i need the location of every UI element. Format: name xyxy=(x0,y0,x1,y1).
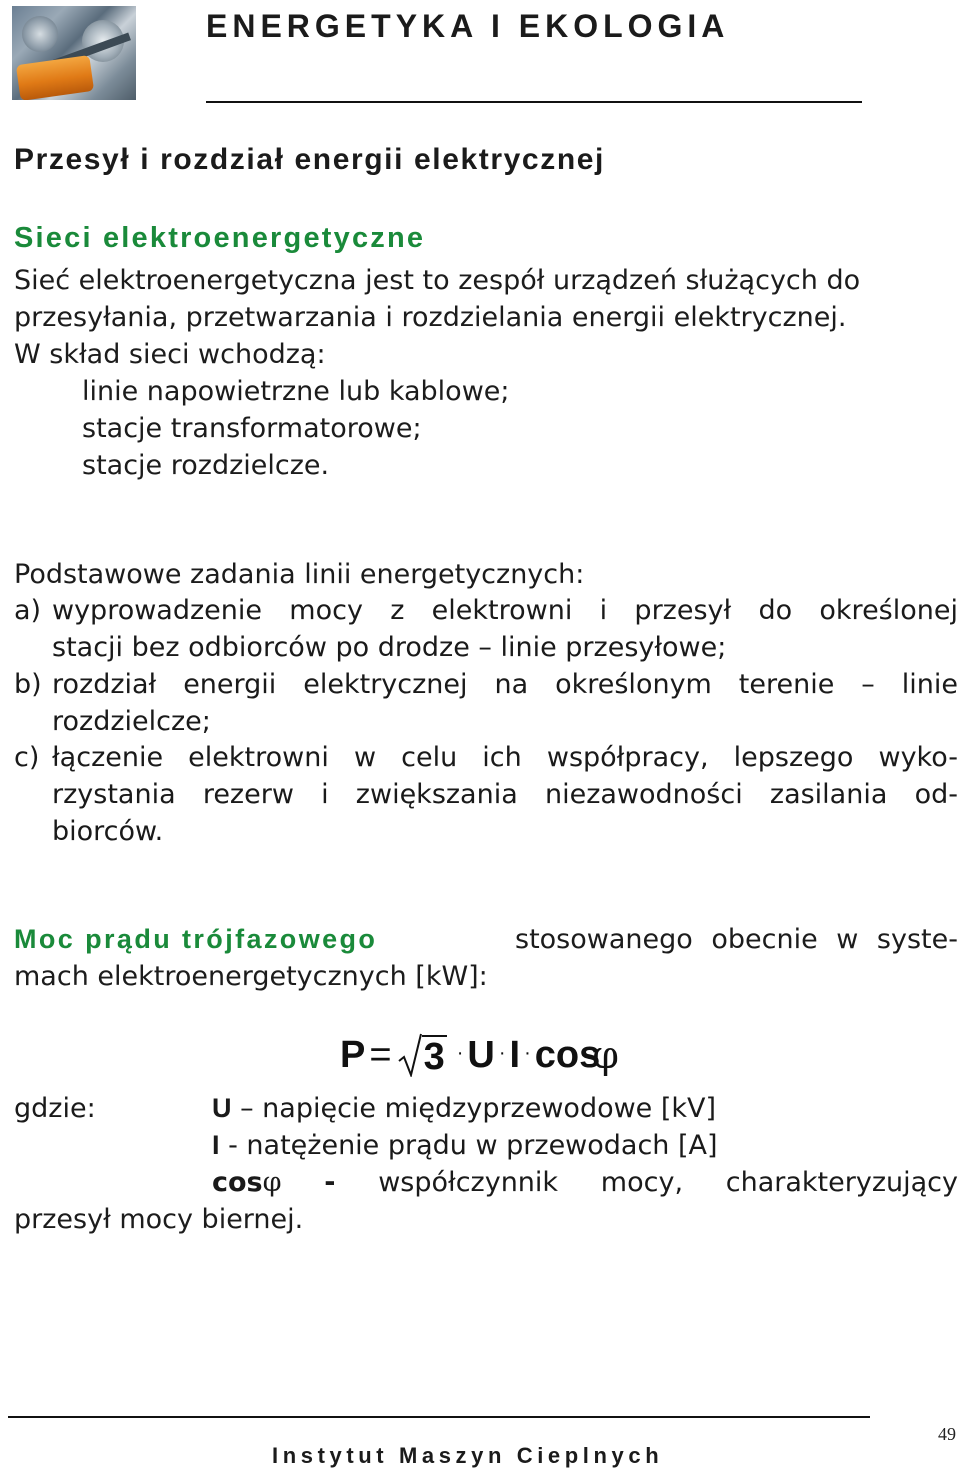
section-heading: Sieci elektroenergetyczne xyxy=(14,222,426,254)
definition-line xyxy=(212,1164,958,1201)
definition-word: charakteryzujący xyxy=(725,1167,958,1198)
phi-symbol: φ xyxy=(262,1167,282,1198)
list-marker: c) xyxy=(14,742,40,773)
paragraph-line: przesyłania, przetwarzania i rozdzielania energii elektrycznej. xyxy=(14,302,847,333)
formula-cos: cos xyxy=(534,1033,601,1076)
square-root xyxy=(398,1033,447,1077)
definition-line xyxy=(212,1090,716,1127)
multiply-dot: · xyxy=(456,1041,464,1064)
definition-word: mocy, xyxy=(600,1167,684,1198)
list-item-line: rozdział energii elektrycznej na określonym terenie – linie xyxy=(52,669,958,700)
definition-symbol: I xyxy=(212,1130,220,1160)
definition-text: - natężenie prądu w przewodach [A] xyxy=(219,1130,718,1161)
list-marker: b) xyxy=(14,669,42,700)
formula-equals: = xyxy=(369,1033,392,1076)
paragraph-line: W skład sieci wchodzą: xyxy=(14,339,326,370)
footer-institute: Instytut Maszyn Cieplnych xyxy=(272,1443,664,1468)
definition-word: współczynnik xyxy=(378,1167,559,1198)
header-divider xyxy=(206,101,862,103)
definition-text: – napięcie międzyprzewodowe [kV] xyxy=(231,1093,717,1124)
definition-line xyxy=(212,1127,718,1164)
logo-roller xyxy=(22,16,58,52)
paragraph-line: mach elektroenergetycznych [kW]: xyxy=(14,961,488,992)
list-item-line: rozdzielcze; xyxy=(52,706,211,737)
power-formula xyxy=(340,1033,619,1077)
definition-symbol xyxy=(212,1164,282,1201)
list-item: linie napowietrzne lub kablowe; xyxy=(82,376,510,407)
header-logo-image xyxy=(12,6,136,100)
formula-phi: φ xyxy=(592,1033,619,1077)
list-item: stacje transformatorowe; xyxy=(82,413,422,444)
where-label: gdzie: xyxy=(14,1093,96,1124)
header-title: ENERGETYKA I EKOLOGIA xyxy=(206,8,730,44)
list-item-line: łączenie elektrowni w celu ich współpracy, lepszego wyko- xyxy=(52,742,958,773)
cos-symbol: cos xyxy=(212,1167,263,1198)
list-item-line: biorców. xyxy=(52,816,164,847)
list-item: stacje rozdzielcze. xyxy=(82,450,330,481)
formula-lhs: P xyxy=(340,1033,366,1076)
multiply-dot: · xyxy=(524,1041,531,1064)
definition-dash: - xyxy=(324,1167,336,1198)
page-number: 49 xyxy=(938,1424,956,1444)
list-item-line: wyprowadzenie mocy z elektrowni i przesył do określonej xyxy=(52,595,958,626)
logo-drum xyxy=(16,55,94,100)
list-marker: a) xyxy=(14,595,42,626)
radical-sign-icon xyxy=(398,1033,422,1077)
radicand: 3 xyxy=(423,1036,445,1078)
list-item-line: rzystania rezerw i zwiększania niezawodności zasilania od- xyxy=(52,779,958,810)
page-title: Przesył i rozdział energii elektrycznej xyxy=(14,143,605,176)
paragraph-text: stosowanego obecnie w syste- xyxy=(515,924,958,955)
footer-divider xyxy=(8,1416,870,1418)
paragraph-line: Podstawowe zadania linii energetycznych: xyxy=(14,559,585,590)
list-item-line: stacji bez odbiorców po drodze – linie przesyłowe; xyxy=(52,632,727,663)
formula-voltage: U xyxy=(467,1033,495,1076)
paragraph-line: przesył mocy biernej. xyxy=(14,1204,304,1235)
formula-current: I xyxy=(509,1033,521,1076)
multiply-dot: · xyxy=(498,1041,506,1064)
definition-symbol: U xyxy=(212,1093,232,1123)
paragraph-line xyxy=(14,921,958,958)
highlighted-term: Moc prądu trójfazowego xyxy=(14,924,378,954)
paragraph-line: Sieć elektroenergetyczna jest to zespół urządzeń służących do xyxy=(14,265,861,296)
